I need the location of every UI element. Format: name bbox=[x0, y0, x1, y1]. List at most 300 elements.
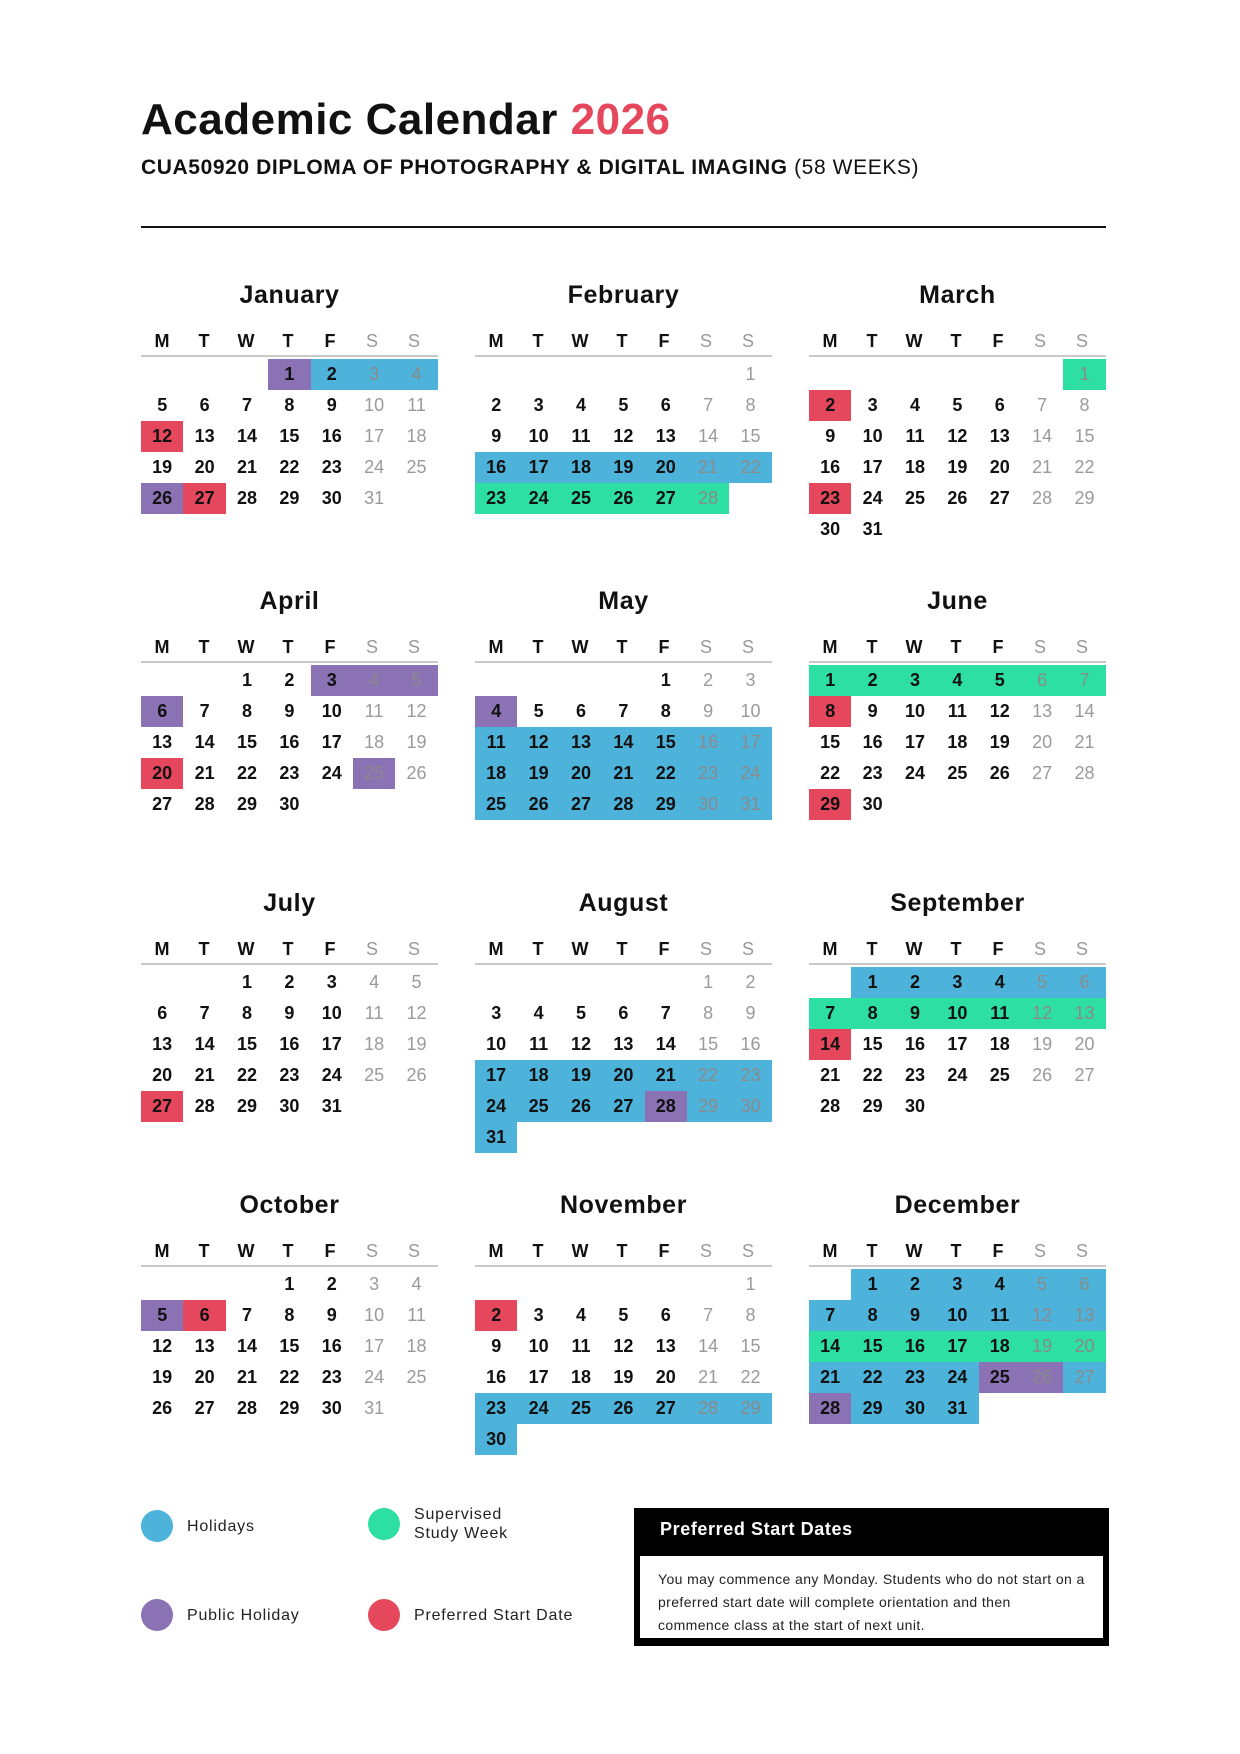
weekday-label: W bbox=[237, 939, 255, 959]
day-cell: 12 bbox=[947, 426, 968, 446]
day-cell: 27 bbox=[560, 789, 602, 820]
day-cell: 8 bbox=[703, 1003, 714, 1023]
day-cell: 7 bbox=[199, 1003, 210, 1023]
weekday-label: S bbox=[1075, 1241, 1088, 1261]
weekday-label: S bbox=[699, 331, 712, 351]
day-cell: 7 bbox=[1037, 395, 1048, 415]
day-cell: 13 bbox=[613, 1034, 634, 1054]
day-cell: 10 bbox=[936, 998, 978, 1029]
day-cell: 4 bbox=[369, 972, 380, 992]
month-title: June bbox=[927, 587, 988, 615]
empty-day-cell bbox=[517, 359, 559, 390]
day-cell: 7 bbox=[1063, 665, 1105, 696]
day-grid bbox=[141, 665, 438, 820]
day-cell: 15 bbox=[820, 732, 841, 752]
day-cell: 8 bbox=[851, 1300, 893, 1331]
page-title bbox=[141, 92, 671, 148]
day-cell: 29 bbox=[862, 1096, 883, 1116]
legend-preferred-start-date-label: Preferred Start Date bbox=[414, 1606, 574, 1624]
day-cell: 2 bbox=[851, 665, 893, 696]
day-cell: 26 bbox=[602, 1393, 644, 1424]
day-cell: 27 bbox=[183, 483, 225, 514]
weekday-header bbox=[809, 1237, 1106, 1267]
weekday-label: S bbox=[1075, 637, 1088, 657]
day-cell: 27 bbox=[141, 1091, 183, 1122]
day-cell: 2 bbox=[311, 359, 353, 390]
day-cell: 23 bbox=[279, 763, 300, 783]
day-cell: 8 bbox=[745, 395, 756, 415]
day-cell: 10 bbox=[364, 1305, 385, 1325]
empty-day-cell bbox=[475, 967, 517, 998]
weekday-label: M bbox=[154, 331, 170, 351]
day-cell: 15 bbox=[1074, 426, 1095, 446]
day-cell: 13 bbox=[655, 1336, 676, 1356]
day-cell: 31 bbox=[729, 789, 771, 820]
day-cell: 23 bbox=[321, 457, 342, 477]
day-cell: 26 bbox=[989, 763, 1010, 783]
day-cell: 24 bbox=[517, 1393, 559, 1424]
day-cell: 16 bbox=[279, 732, 300, 752]
day-cell: 28 bbox=[1032, 488, 1053, 508]
day-cell: 25 bbox=[364, 1065, 385, 1085]
day-cell: 13 bbox=[1063, 1300, 1105, 1331]
legend-holidays-label: Holidays bbox=[187, 1517, 255, 1535]
day-cell: 25 bbox=[406, 1367, 427, 1387]
day-cell: 21 bbox=[602, 758, 644, 789]
weekday-label: W bbox=[571, 637, 589, 657]
day-cell: 2 bbox=[809, 390, 851, 421]
day-cell: 19 bbox=[517, 758, 559, 789]
weekday-label: S bbox=[365, 637, 378, 657]
day-cell: 20 bbox=[1063, 1331, 1105, 1362]
day-cell: 7 bbox=[703, 395, 714, 415]
day-cell: 8 bbox=[241, 1003, 252, 1023]
day-cell: 16 bbox=[279, 1034, 300, 1054]
day-cell: 4 bbox=[936, 665, 978, 696]
day-cell: 2 bbox=[326, 1274, 337, 1294]
day-cell: 20 bbox=[645, 452, 687, 483]
day-cell: 31 bbox=[475, 1122, 517, 1153]
day-cell: 20 bbox=[602, 1060, 644, 1091]
day-cell: 20 bbox=[560, 758, 602, 789]
day-cell: 22 bbox=[645, 758, 687, 789]
day-cell: 21 bbox=[1032, 457, 1053, 477]
weekday-label: W bbox=[905, 939, 923, 959]
day-cell: 17 bbox=[364, 426, 385, 446]
day-cell: 11 bbox=[571, 1336, 591, 1356]
day-cell: 24 bbox=[517, 483, 559, 514]
day-cell: 25 bbox=[353, 758, 395, 789]
day-cell: 4 bbox=[533, 1003, 544, 1023]
day-cell: 31 bbox=[936, 1393, 978, 1424]
day-cell: 31 bbox=[321, 1096, 342, 1116]
empty-day-cell bbox=[517, 967, 559, 998]
day-cell: 21 bbox=[687, 452, 729, 483]
weekday-label: M bbox=[488, 637, 504, 657]
day-cell: 21 bbox=[194, 763, 215, 783]
day-cell: 19 bbox=[989, 732, 1010, 752]
weekday-label: S bbox=[1033, 939, 1046, 959]
day-cell: 19 bbox=[947, 457, 968, 477]
day-cell: 7 bbox=[809, 1300, 851, 1331]
empty-day-cell bbox=[602, 1269, 644, 1300]
month-february bbox=[475, 278, 772, 514]
day-cell: 26 bbox=[152, 1398, 173, 1418]
day-cell: 1 bbox=[851, 967, 893, 998]
weekday-label: F bbox=[324, 331, 336, 351]
empty-day-cell bbox=[687, 359, 729, 390]
day-cell: 15 bbox=[645, 727, 687, 758]
day-cell: 19 bbox=[152, 1367, 173, 1387]
weekday-label: T bbox=[950, 939, 962, 959]
day-cell: 12 bbox=[406, 701, 427, 721]
day-cell: 16 bbox=[862, 732, 883, 752]
day-cell: 15 bbox=[862, 1034, 883, 1054]
day-cell: 19 bbox=[560, 1060, 602, 1091]
month-december bbox=[809, 1188, 1106, 1424]
day-cell: 1 bbox=[851, 1269, 893, 1300]
weekday-label: M bbox=[488, 331, 504, 351]
day-cell: 4 bbox=[411, 1274, 422, 1294]
weekday-label: S bbox=[407, 331, 420, 351]
empty-day-cell bbox=[645, 359, 687, 390]
month-title: April bbox=[259, 587, 320, 615]
day-cell: 9 bbox=[825, 426, 836, 446]
empty-day-cell bbox=[475, 665, 517, 696]
weekday-label: S bbox=[699, 1241, 712, 1261]
day-grid bbox=[141, 359, 438, 514]
day-cell: 10 bbox=[528, 426, 549, 446]
weekday-label: T bbox=[282, 637, 294, 657]
day-cell: 4 bbox=[475, 696, 517, 727]
day-cell: 17 bbox=[321, 1034, 342, 1054]
title-text: Academic Calendar bbox=[141, 95, 558, 144]
day-cell: 14 bbox=[236, 426, 257, 446]
day-cell: 9 bbox=[326, 395, 337, 415]
day-grid bbox=[141, 1269, 438, 1424]
day-cell: 11 bbox=[475, 727, 517, 758]
day-cell: 27 bbox=[1074, 1065, 1095, 1085]
day-cell: 3 bbox=[533, 1305, 544, 1325]
day-cell: 3 bbox=[533, 395, 544, 415]
day-cell: 2 bbox=[703, 670, 714, 690]
weekday-label: F bbox=[992, 1241, 1004, 1261]
weekday-label: M bbox=[822, 1241, 838, 1261]
month-title: May bbox=[598, 587, 649, 615]
weekday-header bbox=[475, 935, 772, 965]
day-cell: 23 bbox=[894, 1362, 936, 1393]
day-cell: 7 bbox=[703, 1305, 714, 1325]
day-cell: 26 bbox=[406, 1065, 427, 1085]
day-cell: 17 bbox=[517, 452, 559, 483]
day-cell: 30 bbox=[279, 1096, 300, 1116]
day-cell: 7 bbox=[618, 701, 629, 721]
weekday-label: S bbox=[1075, 939, 1088, 959]
day-cell: 8 bbox=[660, 701, 671, 721]
day-cell: 15 bbox=[236, 1034, 257, 1054]
weekday-header bbox=[809, 633, 1106, 663]
day-cell: 23 bbox=[279, 1065, 300, 1085]
legend-public-holiday bbox=[141, 1599, 300, 1631]
day-cell: 22 bbox=[1074, 457, 1095, 477]
day-cell: 10 bbox=[862, 426, 883, 446]
weekday-label: M bbox=[822, 939, 838, 959]
day-cell: 26 bbox=[406, 763, 427, 783]
weekday-label: M bbox=[488, 939, 504, 959]
day-cell: 7 bbox=[241, 1305, 252, 1325]
weekday-label: M bbox=[154, 1241, 170, 1261]
weekday-label: F bbox=[992, 637, 1004, 657]
day-cell: 19 bbox=[406, 1034, 427, 1054]
day-cell: 7 bbox=[199, 701, 210, 721]
day-cell: 23 bbox=[475, 483, 517, 514]
day-cell: 28 bbox=[687, 1393, 729, 1424]
day-cell: 14 bbox=[1032, 426, 1053, 446]
empty-day-cell bbox=[226, 359, 268, 390]
day-cell: 18 bbox=[570, 1367, 591, 1387]
day-cell: 2 bbox=[894, 967, 936, 998]
empty-day-cell bbox=[560, 665, 602, 696]
day-cell: 21 bbox=[645, 1060, 687, 1091]
day-cell: 17 bbox=[321, 732, 342, 752]
day-cell: 6 bbox=[618, 1003, 629, 1023]
weekday-header bbox=[141, 327, 438, 357]
day-cell: 5 bbox=[575, 1003, 586, 1023]
legend-public-holiday-label: Public Holiday bbox=[187, 1606, 300, 1624]
weekday-label: M bbox=[488, 1241, 504, 1261]
preferred-start-dates-title: Preferred Start Dates bbox=[660, 1519, 853, 1539]
empty-day-cell bbox=[687, 1269, 729, 1300]
day-cell: 13 bbox=[1032, 701, 1053, 721]
weekday-label: F bbox=[658, 1241, 670, 1261]
day-cell: 18 bbox=[979, 1331, 1021, 1362]
day-cell: 11 bbox=[407, 1305, 426, 1325]
day-cell: 3 bbox=[491, 1003, 502, 1023]
day-cell: 9 bbox=[491, 426, 502, 446]
weekday-label: T bbox=[198, 331, 210, 351]
day-cell: 20 bbox=[989, 457, 1010, 477]
day-cell: 25 bbox=[560, 1393, 602, 1424]
day-cell: 30 bbox=[729, 1091, 771, 1122]
day-cell: 3 bbox=[326, 972, 337, 992]
weekday-label: T bbox=[282, 331, 294, 351]
day-cell: 2 bbox=[894, 1269, 936, 1300]
legend-preferred-start-date bbox=[368, 1599, 573, 1631]
day-cell: 13 bbox=[560, 727, 602, 758]
day-cell: 3 bbox=[353, 359, 395, 390]
day-cell: 1 bbox=[703, 972, 714, 992]
day-cell: 24 bbox=[904, 763, 925, 783]
month-title: December bbox=[894, 1191, 1021, 1219]
day-cell: 5 bbox=[411, 972, 422, 992]
day-cell: 5 bbox=[979, 665, 1021, 696]
weekday-label: F bbox=[658, 939, 670, 959]
month-title: March bbox=[919, 281, 996, 309]
day-grid bbox=[809, 359, 1106, 545]
day-cell: 25 bbox=[475, 789, 517, 820]
weekday-label: S bbox=[741, 1241, 754, 1261]
weekday-label: T bbox=[866, 1241, 878, 1261]
preferred-start-dates-body: You may commence any Monday. Students who do not start on a preferred start date will complete orientation and then commence class at the start of next unit. bbox=[640, 1556, 1103, 1638]
weekday-label: S bbox=[365, 1241, 378, 1261]
day-cell: 6 bbox=[141, 696, 183, 727]
day-cell: 23 bbox=[475, 1393, 517, 1424]
day-cell: 15 bbox=[698, 1034, 719, 1054]
day-cell: 7 bbox=[809, 998, 851, 1029]
weekday-label: S bbox=[365, 939, 378, 959]
weekday-label: T bbox=[950, 1241, 962, 1261]
day-cell: 13 bbox=[194, 1336, 215, 1356]
legend-supervised-study-week bbox=[368, 1505, 524, 1543]
empty-day-cell bbox=[602, 665, 644, 696]
weekday-label: M bbox=[822, 637, 838, 657]
weekday-header bbox=[475, 633, 772, 663]
weekday-label: S bbox=[699, 637, 712, 657]
month-august bbox=[475, 886, 772, 1153]
day-cell: 28 bbox=[236, 1398, 257, 1418]
day-cell: 26 bbox=[1032, 1065, 1053, 1085]
day-cell: 26 bbox=[141, 483, 183, 514]
day-cell: 18 bbox=[947, 732, 968, 752]
weekday-label: W bbox=[571, 331, 589, 351]
weekday-label: T bbox=[282, 1241, 294, 1261]
day-cell: 5 bbox=[157, 395, 168, 415]
day-cell: 17 bbox=[862, 457, 883, 477]
legend-supervised-study-week-label: Supervised Study Week bbox=[414, 1506, 508, 1542]
day-cell: 22 bbox=[740, 1367, 761, 1387]
weekday-label: F bbox=[658, 637, 670, 657]
day-cell: 3 bbox=[745, 670, 756, 690]
empty-day-cell bbox=[809, 967, 851, 998]
day-cell: 18 bbox=[364, 1034, 385, 1054]
empty-day-cell bbox=[517, 665, 559, 696]
empty-day-cell bbox=[183, 967, 225, 998]
day-cell: 29 bbox=[851, 1393, 893, 1424]
day-cell: 27 bbox=[645, 483, 687, 514]
day-cell: 12 bbox=[570, 1034, 591, 1054]
day-cell: 8 bbox=[1079, 395, 1090, 415]
day-cell: 14 bbox=[809, 1029, 851, 1060]
day-cell: 23 bbox=[862, 763, 883, 783]
day-cell: 6 bbox=[575, 701, 586, 721]
weekday-label: F bbox=[658, 331, 670, 351]
holidays-swatch-icon bbox=[141, 1510, 173, 1542]
day-cell: 10 bbox=[321, 701, 342, 721]
day-cell: 10 bbox=[364, 395, 385, 415]
day-cell: 20 bbox=[1074, 1034, 1095, 1054]
day-cell: 28 bbox=[194, 794, 215, 814]
empty-day-cell bbox=[645, 967, 687, 998]
day-cell: 29 bbox=[236, 1096, 257, 1116]
day-cell: 28 bbox=[602, 789, 644, 820]
day-cell: 25 bbox=[560, 483, 602, 514]
month-title: February bbox=[567, 281, 680, 309]
month-title: January bbox=[239, 281, 340, 309]
day-cell: 11 bbox=[407, 395, 426, 415]
month-title: August bbox=[578, 889, 669, 917]
day-cell: 9 bbox=[894, 1300, 936, 1331]
weekday-label: M bbox=[154, 939, 170, 959]
weekday-label: T bbox=[532, 939, 544, 959]
month-november bbox=[475, 1188, 772, 1455]
course-duration: (58 WEEKS) bbox=[794, 156, 920, 179]
empty-day-cell bbox=[1021, 359, 1063, 390]
weekday-label: T bbox=[532, 331, 544, 351]
day-cell: 16 bbox=[321, 1336, 342, 1356]
weekday-label: T bbox=[532, 1241, 544, 1261]
day-grid bbox=[475, 1269, 772, 1455]
month-september bbox=[809, 886, 1106, 1122]
day-cell: 22 bbox=[851, 1362, 893, 1393]
day-cell: 5 bbox=[618, 395, 629, 415]
day-cell: 16 bbox=[894, 1331, 936, 1362]
day-cell: 25 bbox=[406, 457, 427, 477]
legend-holidays bbox=[141, 1510, 255, 1542]
month-january bbox=[141, 278, 438, 514]
supervised-study-swatch-icon bbox=[368, 1508, 400, 1540]
weekday-label: S bbox=[1033, 331, 1046, 351]
day-cell: 23 bbox=[687, 758, 729, 789]
day-cell: 15 bbox=[851, 1331, 893, 1362]
day-cell: 20 bbox=[194, 457, 215, 477]
weekday-label: F bbox=[324, 939, 336, 959]
day-cell: 13 bbox=[1063, 998, 1105, 1029]
weekday-label: S bbox=[699, 939, 712, 959]
empty-day-cell bbox=[517, 1269, 559, 1300]
weekday-label: F bbox=[992, 331, 1004, 351]
weekday-label: T bbox=[198, 1241, 210, 1261]
day-cell: 29 bbox=[645, 789, 687, 820]
day-cell: 26 bbox=[947, 488, 968, 508]
day-cell: 14 bbox=[809, 1331, 851, 1362]
day-cell: 16 bbox=[740, 1034, 761, 1054]
day-cell: 5 bbox=[952, 395, 963, 415]
day-cell: 3 bbox=[936, 1269, 978, 1300]
day-cell: 16 bbox=[904, 1034, 925, 1054]
day-cell: 11 bbox=[979, 998, 1021, 1029]
day-cell: 22 bbox=[236, 763, 257, 783]
day-cell: 28 bbox=[820, 1096, 841, 1116]
day-cell: 29 bbox=[687, 1091, 729, 1122]
empty-day-cell bbox=[141, 1269, 183, 1300]
header-divider bbox=[141, 226, 1106, 228]
empty-day-cell bbox=[560, 967, 602, 998]
day-cell: 25 bbox=[517, 1091, 559, 1122]
day-grid bbox=[809, 665, 1106, 820]
month-title: July bbox=[263, 889, 316, 917]
day-cell: 27 bbox=[194, 1398, 215, 1418]
day-cell: 25 bbox=[904, 488, 925, 508]
day-cell: 23 bbox=[321, 1367, 342, 1387]
day-cell: 27 bbox=[602, 1091, 644, 1122]
day-cell: 20 bbox=[1032, 732, 1053, 752]
empty-day-cell bbox=[141, 967, 183, 998]
day-cell: 22 bbox=[729, 452, 771, 483]
day-cell: 14 bbox=[236, 1336, 257, 1356]
day-cell: 13 bbox=[152, 1034, 173, 1054]
day-cell: 23 bbox=[809, 483, 851, 514]
day-cell: 6 bbox=[199, 395, 210, 415]
weekday-label: F bbox=[324, 637, 336, 657]
day-cell: 10 bbox=[740, 701, 761, 721]
empty-day-cell bbox=[183, 665, 225, 696]
day-cell: 11 bbox=[364, 701, 384, 721]
day-cell: 1 bbox=[745, 364, 756, 384]
weekday-label: S bbox=[1075, 331, 1088, 351]
empty-day-cell bbox=[809, 359, 851, 390]
day-cell: 6 bbox=[157, 1003, 168, 1023]
day-cell: 11 bbox=[979, 1300, 1021, 1331]
